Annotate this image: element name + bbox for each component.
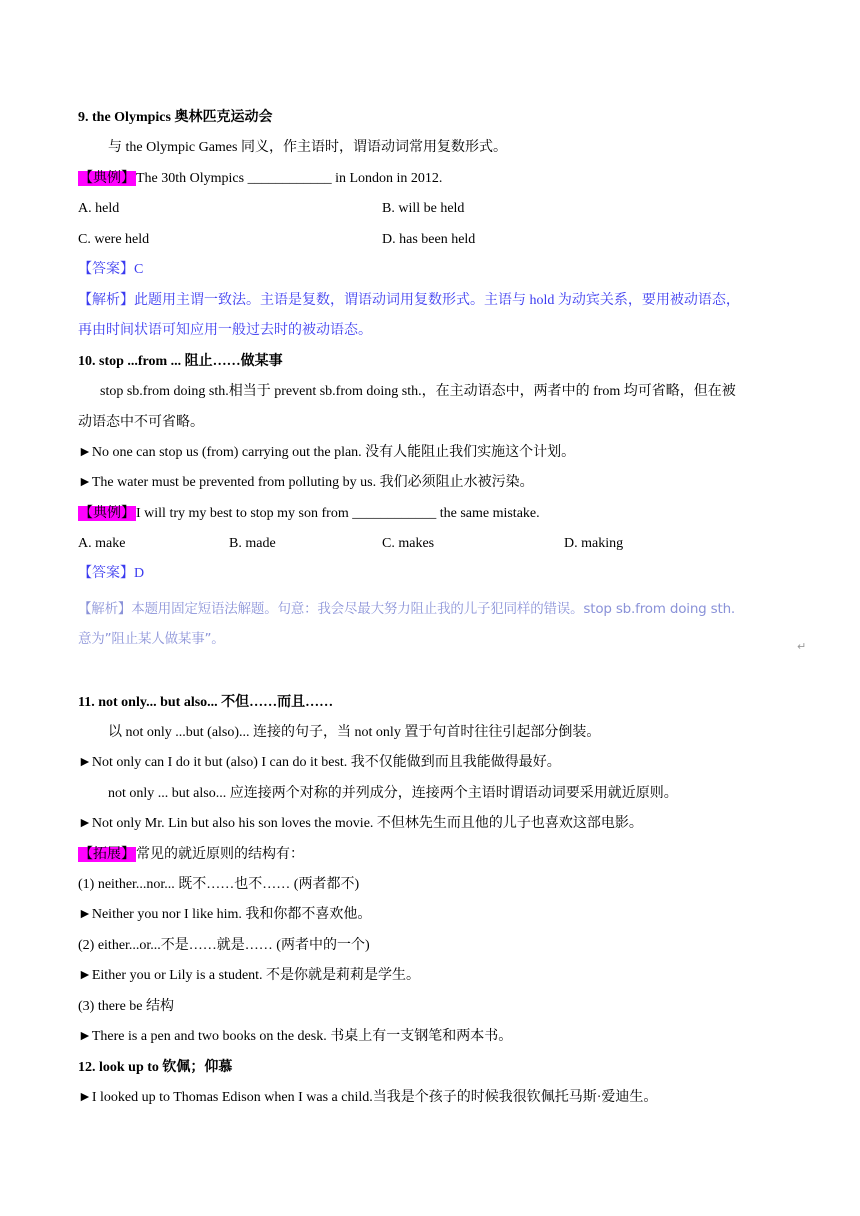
example-sentence: ►There is a pen and two books on the desk. 书桌上有一支钢笔和两本书。 [78,1029,513,1044]
option: A. make [78,536,126,551]
example-question: I will try my best to stop my son from ____________ the same mistake. [136,506,540,521]
example-sentence: ►Not only can I do it but (also) I can do it best. 我不仅能做到而且我能做得最好。 [78,755,561,770]
option: C. were held [78,232,150,247]
item-heading: 9. the Olympics 奥林匹克运动会 [78,110,273,125]
example-sentence: ►Not only Mr. Lin but also his son loves the movie. 不但林先生而且他的儿子也喜欢这部电影。 [78,816,643,831]
answer-value: D [134,566,145,581]
paragraph-mark-icon: ↵ [797,640,807,653]
paragraph: 以 not only ...but (also)... 连接的句子，当 not only 置于句首时往往引起部分倒装。 [108,725,601,740]
option: B. made [229,536,276,551]
paragraph: (2) either...or...不是……就是…… (两者中的一个) [78,938,370,953]
paragraph: (3) there be 结构 [78,999,175,1014]
example-sentence: ►I looked up to Thomas Edison when I was a child.当我是个孩子的时候我很钦佩托马斯·爱迪生。 [78,1090,658,1105]
option: C. makes [382,536,435,551]
example-question: The 30th Olympics ____________ in London in 2012. [136,171,443,186]
analysis-line: 再由时间状语可知应用一般过去时的被动语态。 [78,323,372,338]
example-tag: 【典例】 [79,506,135,521]
option: D. has been held [382,232,476,247]
paragraph: not only ... but also... 应连接两个对称的并列成分，连接两个主语时谓语动词要采用就近原则。 [108,786,678,801]
example-sentence: ►Neither you nor I like him. 我和你都不喜欢他。 [78,907,372,922]
option: A. held [78,201,120,216]
example-line [78,504,540,524]
example-sentence: ►No one can stop us (from) carrying out the plan. 没有人能阻止我们实施这个计划。 [78,445,576,460]
example-sentence: ►The water must be prevented from polluting by us. 我们必须阻止水被污染。 [78,475,534,490]
paragraph: 与 the Olympic Games 同义，作主语时，谓语动词常用复数形式。 [108,140,507,155]
analysis-block: 【解析】本题用固定短语法解题。句意：我会尽最大努力阻止我的儿子犯同样的错误。stop sb.from doing sth. 意为”阻止某人做某事”。 [78,601,736,647]
extension-line: 【拓展】常见的就近原则的结构有： [79,847,304,862]
item-heading: 10. stop ...from ... 阻止……做某事 [78,354,283,369]
paragraph: stop sb.from doing sth.相当于 prevent sb.from doing sth.，在主动语态中，两者中的 from 均可省略，但在被 [100,384,736,399]
answer-line: 【答案】D [78,566,145,581]
extension-tag: 【拓展】 [79,847,135,862]
answer-line: 【答案】C [78,262,144,277]
example-sentence: ►Either you or Lily is a student. 不是你就是莉莉是学生。 [78,968,421,983]
option: D. making [564,536,624,551]
option: B. will be held [382,201,465,216]
paragraph: (1) neither...nor... 既不……也不…… (两者都不) [78,877,360,892]
example-line [78,169,442,189]
analysis-line: 【解析】此题用主谓一致法。主语是复数，谓语动词用复数形式。主语与 hold 为动宾关系，要用被动语态， [78,293,740,308]
item-heading: 11. not only... but also... 不但……而且…… [78,695,334,710]
item-heading: 12. look up to 钦佩；仰慕 [78,1060,233,1075]
example-tag: 【典例】 [79,171,135,186]
answer-value: C [134,262,144,277]
paragraph: 动语态中不可省略。 [78,415,204,430]
